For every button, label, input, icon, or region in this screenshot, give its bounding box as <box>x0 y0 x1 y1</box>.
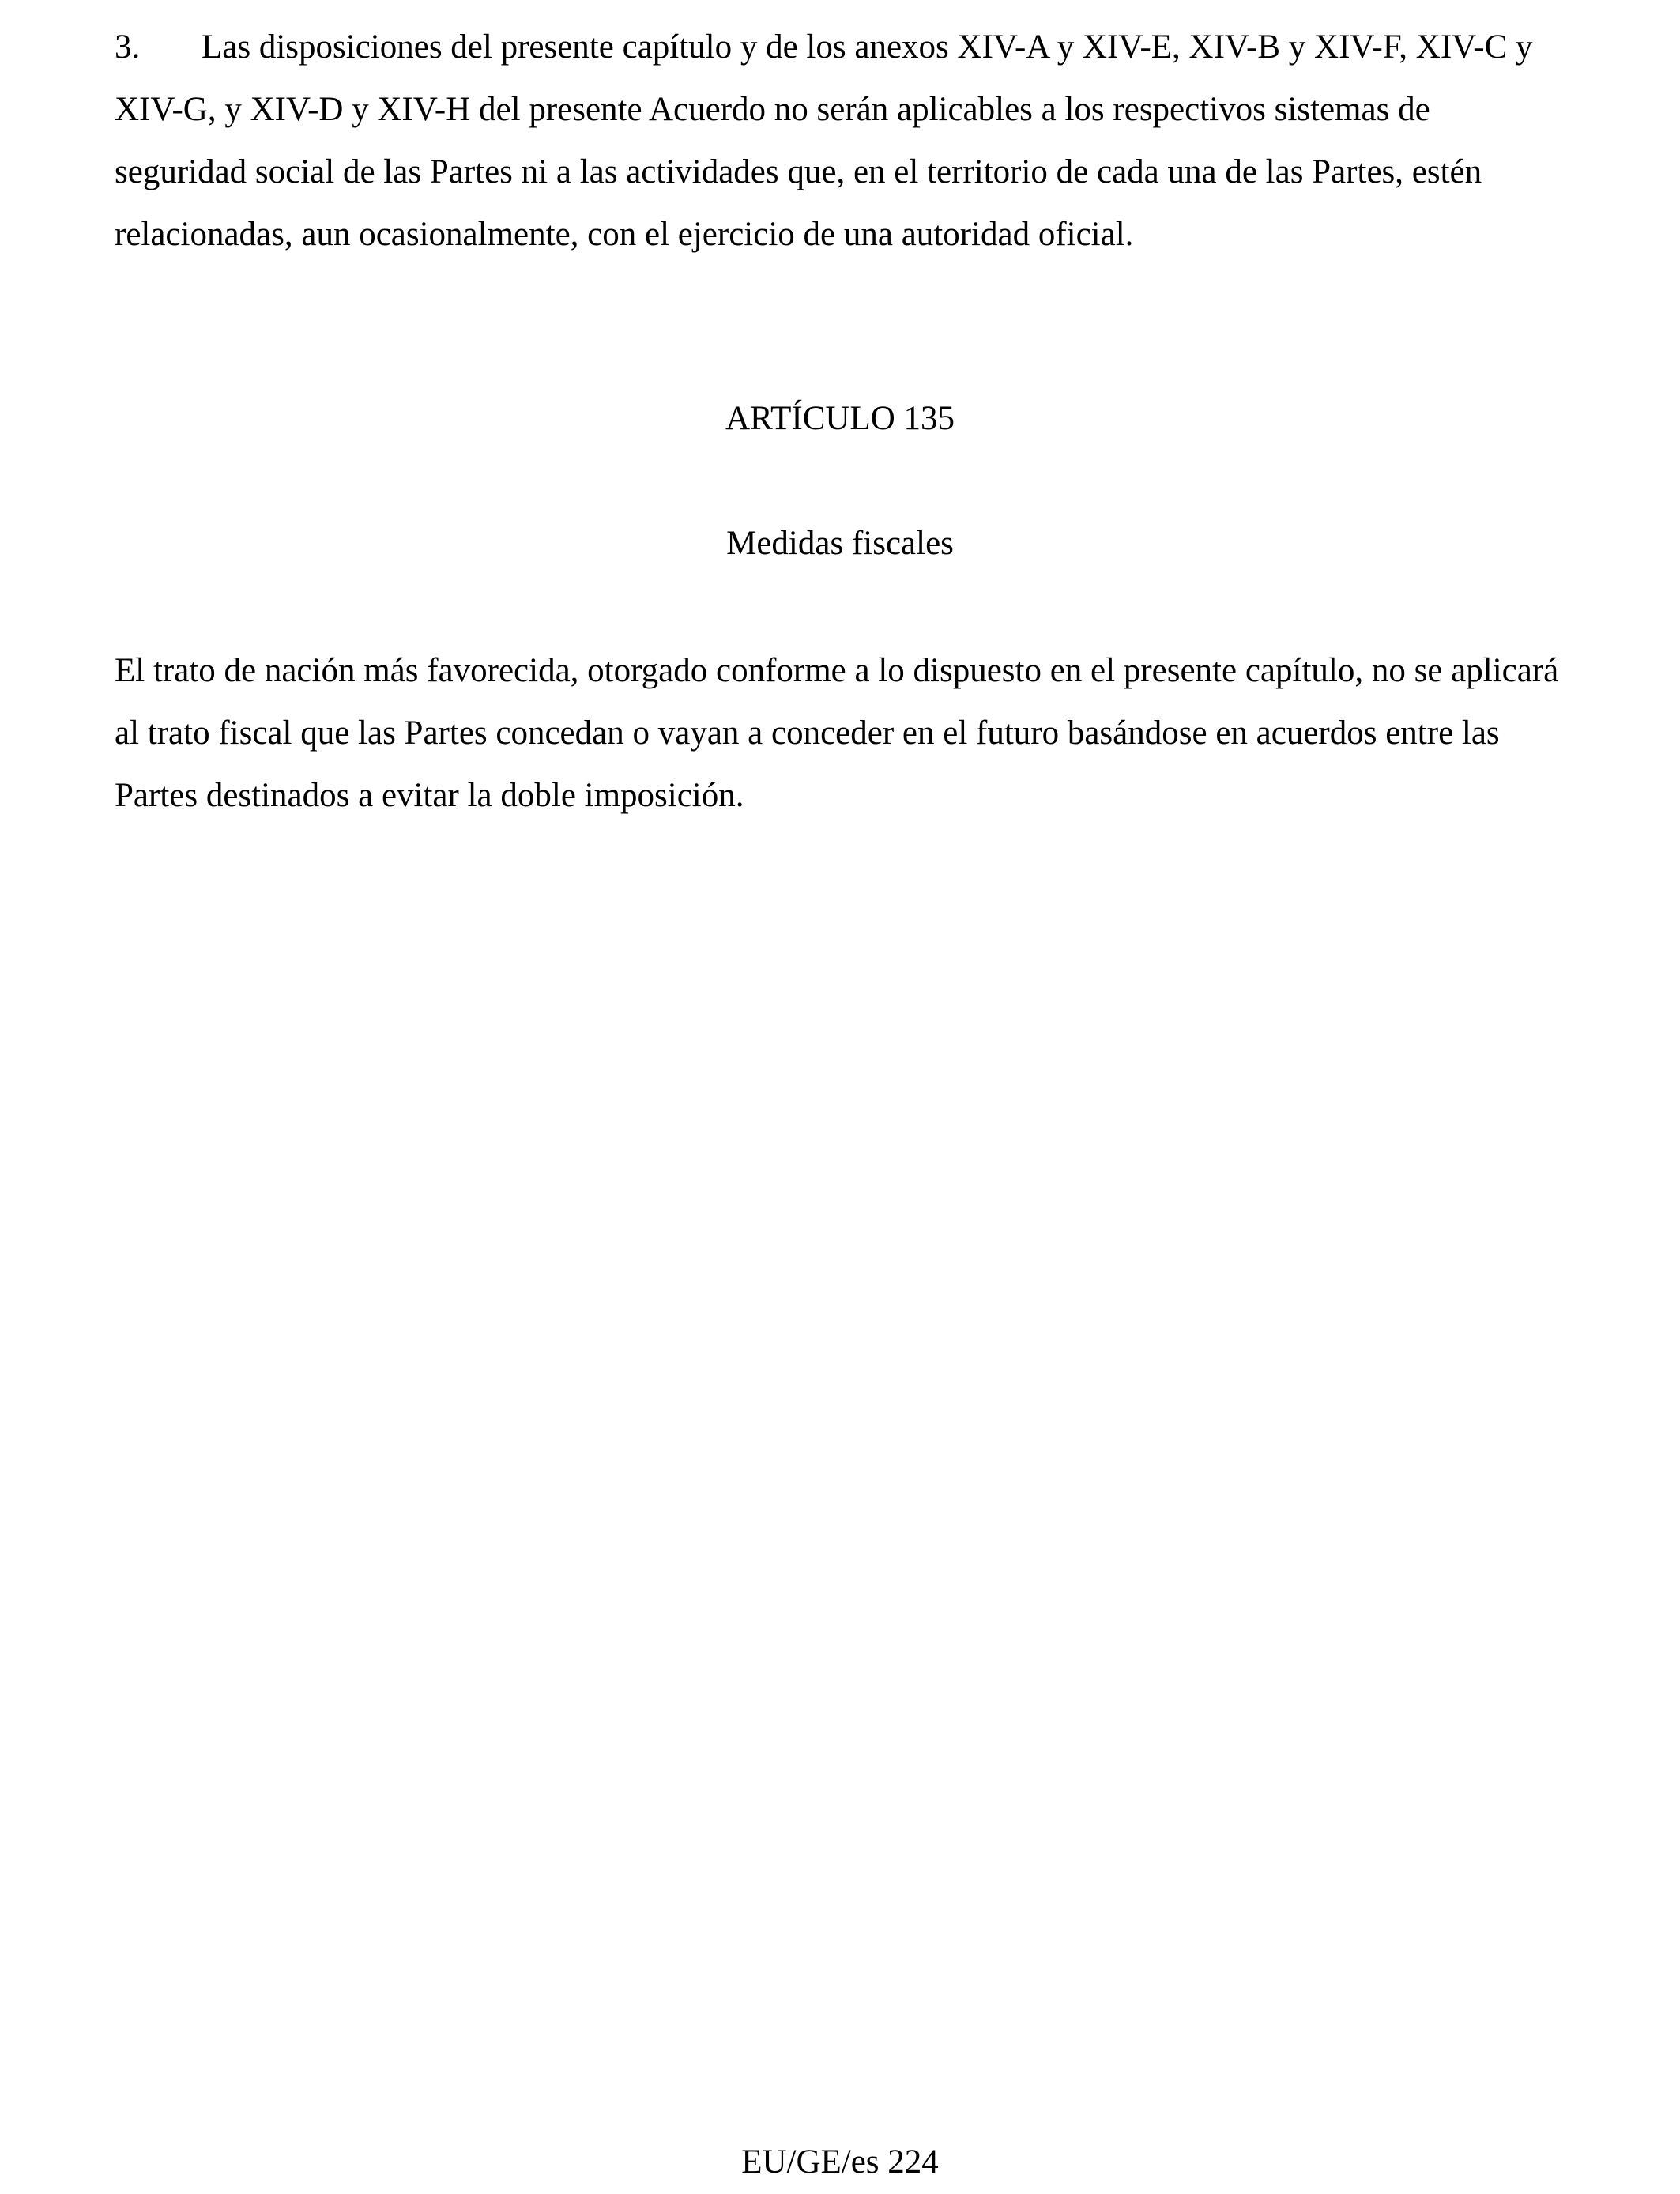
paragraph-3 <box>115 16 1565 266</box>
paragraph-number: 3. <box>115 28 141 66</box>
paragraph-3-text: Las disposiciones del presente capítulo y de los anexos XIV-A y XIV-E, XIV-B y XIV-F, XIV-C y XIV-G, y XIV-D y XIV-H del presente Acuerdo no serán aplicables a los respectivos sistemas de seguridad social de las Partes ni a las actividades que, en el territorio de cada una de las Partes, estén relacionadas, aun ocasionalmente, con el ejercicio de una autoridad oficial. <box>115 28 1533 253</box>
article-body: El trato de nación más favorecida, otorgado conforme a lo dispuesto en el presente capítulo, no se aplicará al trato fiscal que las Partes concedan o vayan a conceder en el futuro basándose en acuerdos entre las Partes destinados a evitar la doble imposición. <box>115 652 1559 814</box>
article-number: ARTÍCULO 135 <box>725 400 955 437</box>
article-title: Medidas fiscales <box>726 525 954 562</box>
page-footer: EU/GE/es 224 <box>741 2143 939 2181</box>
